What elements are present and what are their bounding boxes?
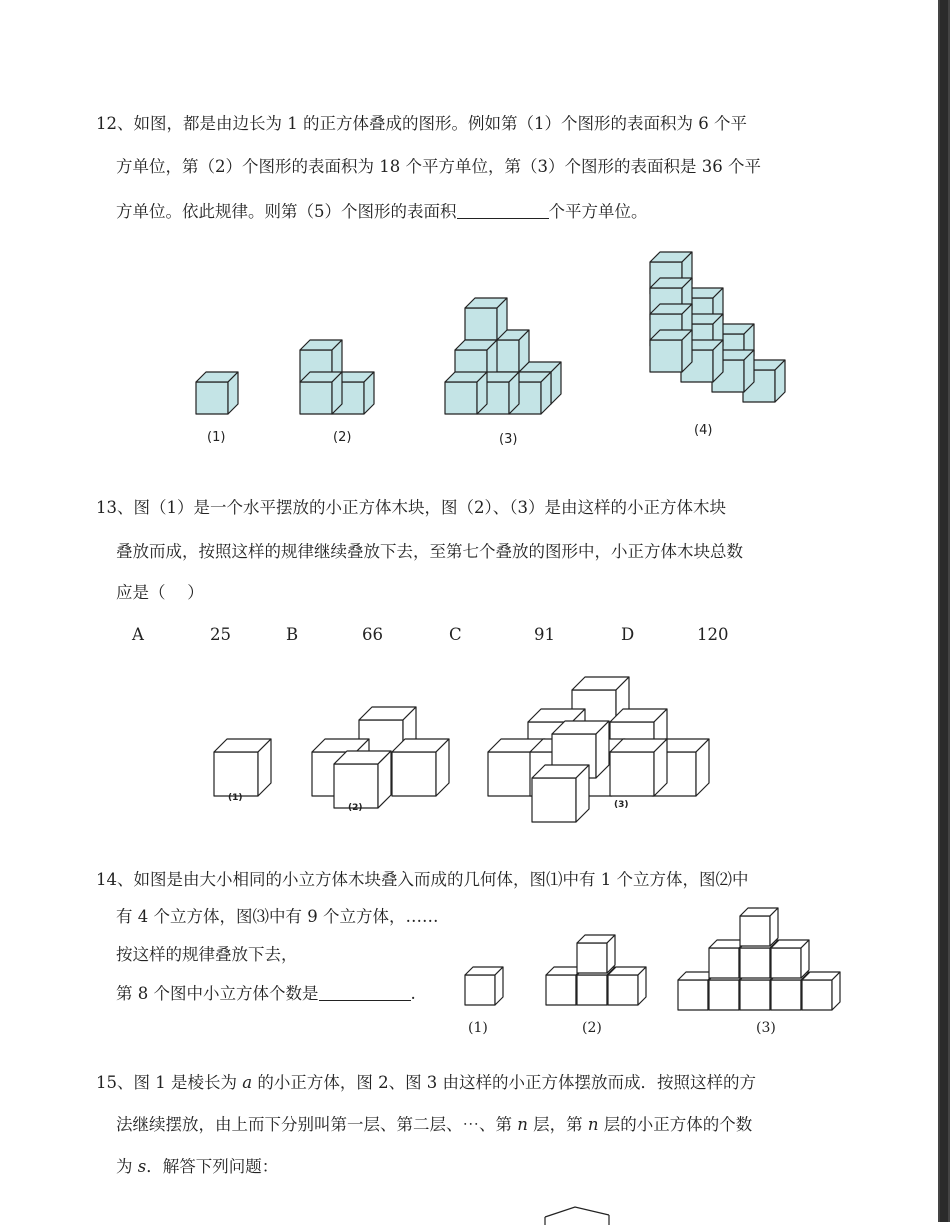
cube-front-face [608, 975, 638, 1005]
q12-figure-label-3: (3) [499, 432, 518, 447]
variable-n: n [587, 1115, 599, 1134]
q14-line-1: 14、如图是由大小相同的小立方体木块叠入而成的几何体，图⑴中有 1 个立方体，图⑵中 [96, 870, 749, 889]
cube-front-face [740, 980, 770, 1010]
q12-line-3-text: 方单位。依此规律。则第（5）个图形的表面积 [116, 202, 457, 221]
q15-line-1 [96, 1072, 756, 1094]
cube-icon [771, 940, 809, 978]
cube-front-face [678, 980, 708, 1010]
cube-front-face [577, 975, 607, 1005]
cube-front-face [709, 980, 739, 1010]
cube-icon [740, 908, 778, 946]
q14-figure-label-3: (3) [756, 1020, 776, 1036]
q15-line-2-a: 法继续摆放，由上而下分别叫第一层、第二层、⋯、第 [116, 1115, 518, 1134]
q13-figure-label-1: (1) [228, 793, 243, 803]
q13-option-c-value: 91 [534, 625, 555, 644]
q12-figure-label-4: (4) [694, 423, 713, 438]
cube-icon [802, 972, 840, 1010]
cube-front-face [771, 948, 801, 978]
q13-option-b-value: 66 [362, 625, 383, 644]
q14-line-4-text: 第 8 个图中小立方体个数是 [116, 984, 319, 1003]
q14-line-3: 按这样的规律叠放下去， [116, 945, 298, 964]
cube-icon [608, 967, 646, 1005]
q15-line-1-a: 15、图 1 是棱长为 [96, 1073, 243, 1092]
q15-line-1-b: 的小正方体，图 2、图 3 由这样的小正方体摆放而成．按照这样的方 [252, 1073, 757, 1092]
cube-front-face [740, 948, 770, 978]
q12-line-3-suffix: 个平方单位。 [548, 202, 648, 221]
q13-option-c-letter[interactable]: C [449, 625, 462, 644]
cube-front-face [709, 948, 739, 978]
q13-option-d-letter[interactable]: D [621, 625, 635, 644]
q15-line-2-c: 层的小正方体的个数 [598, 1115, 753, 1134]
q15-line-2 [116, 1114, 752, 1136]
q15-line-3-b: ．解答下列问题： [146, 1157, 279, 1176]
cube-front-face [740, 916, 770, 946]
q13-option-a-letter[interactable]: A [132, 625, 144, 644]
q12-line-1: 12、如图，都是由边长为 1 的正方体叠成的图形。例如第（1）个图形的表面积为 6 个平 [96, 114, 747, 133]
q14-figure-label-1: (1) [468, 1020, 488, 1036]
q14-line-2: 有 4 个立方体，图⑶中有 9 个立方体，…… [116, 907, 439, 926]
cube-front-face [465, 975, 495, 1005]
cube-front-face [546, 975, 576, 1005]
q15-line-3 [116, 1156, 278, 1178]
q13-figure-label-2: (2) [348, 803, 363, 813]
q13-line-3: 应是（ ） [116, 583, 204, 602]
q12-figure-label-1: (1) [207, 430, 226, 445]
q13-option-d-value: 120 [697, 625, 729, 644]
q13-option-a-value: 25 [210, 625, 231, 644]
cube-front-face [802, 980, 832, 1010]
q13-line-2: 叠放而成，按照这样的规律继续叠放下去，至第七个叠放的图形中，小正方体木块总数 [116, 542, 743, 561]
variable-a: a [242, 1073, 253, 1092]
q13-line-1: 13、图（1）是一个水平摆放的小正方体木块，图（2）、（3）是由这样的小正方体木块 [96, 498, 726, 517]
q15-figure-top [545, 1205, 625, 1225]
cube-front-face [577, 943, 607, 973]
cube-icon [577, 935, 615, 973]
q12-line-2: 方单位，第（2）个图形的表面积为 18 个平方单位，第（3）个图形的表面积是 36 个平 [116, 157, 761, 176]
variable-n: n [517, 1115, 528, 1134]
q15-line-3-a: 为 [116, 1157, 138, 1176]
q12-figure-label-2: (2) [333, 430, 352, 445]
cube-front-face [771, 980, 801, 1010]
cube-icon [465, 967, 503, 1005]
q15-line-2-b: 层，第 [527, 1115, 588, 1134]
q13-option-b-letter[interactable]: B [286, 625, 299, 644]
q13-figure-label-3: (3) [614, 800, 629, 810]
variable-s: s [137, 1157, 147, 1176]
q14-line-4-suffix: . [410, 984, 416, 1003]
q14-figure-label-2: (2) [582, 1020, 602, 1036]
